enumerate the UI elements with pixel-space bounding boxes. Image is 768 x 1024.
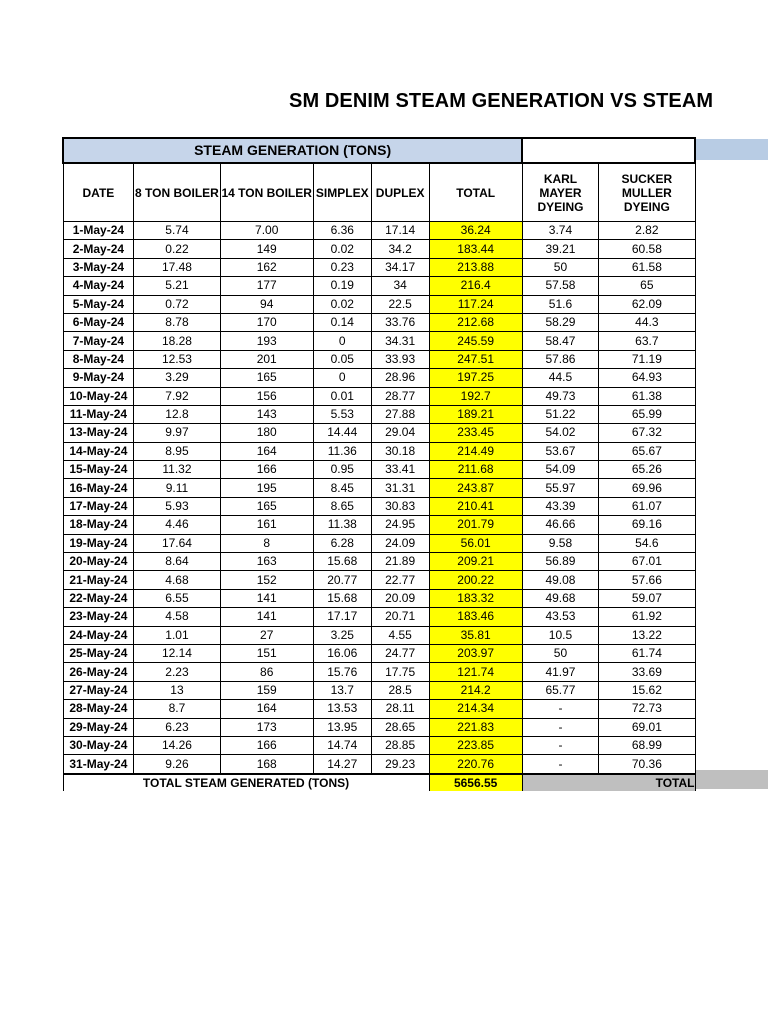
value-cell[interactable]: 163 (220, 553, 313, 571)
value-cell[interactable]: 0.95 (313, 461, 371, 479)
value-cell[interactable]: 245.59 (429, 332, 522, 350)
value-cell[interactable]: 180 (220, 424, 313, 442)
column-header-6[interactable]: KARL MAYER DYEING (522, 163, 598, 222)
date-cell[interactable]: 19-May-24 (63, 534, 134, 552)
value-cell[interactable]: 209.21 (429, 553, 522, 571)
value-cell[interactable]: 143 (220, 405, 313, 423)
value-cell[interactable]: 4.55 (371, 626, 429, 644)
value-cell[interactable]: 213.88 (429, 258, 522, 276)
value-cell[interactable]: 35.81 (429, 626, 522, 644)
value-cell[interactable]: 20.09 (371, 589, 429, 607)
value-cell[interactable]: 36.24 (429, 222, 522, 240)
spreadsheet-viewport (62, 137, 696, 791)
value-cell[interactable]: 86 (220, 663, 313, 681)
table-row (63, 240, 695, 258)
value-cell[interactable]: 33.69 (599, 663, 695, 681)
value-cell[interactable]: 61.74 (599, 644, 695, 662)
value-cell[interactable]: 21.89 (371, 553, 429, 571)
value-cell[interactable]: 165 (220, 497, 313, 515)
column-header-3[interactable]: SIMPLEX (313, 163, 371, 222)
table-row (63, 626, 695, 644)
value-cell[interactable]: 44.3 (599, 313, 695, 331)
value-cell[interactable]: 149 (220, 240, 313, 258)
value-cell[interactable]: 20.77 (313, 571, 371, 589)
value-cell[interactable]: 14.27 (313, 755, 371, 774)
value-cell[interactable]: 61.07 (599, 497, 695, 515)
date-cell[interactable]: 7-May-24 (63, 332, 134, 350)
value-cell[interactable]: 13.22 (599, 626, 695, 644)
table-row (63, 277, 695, 295)
value-cell[interactable]: 0.02 (313, 240, 371, 258)
value-cell[interactable]: 151 (220, 644, 313, 662)
value-cell[interactable]: - (522, 700, 598, 718)
column-header-4[interactable]: DUPLEX (371, 163, 429, 222)
value-cell[interactable]: 28.11 (371, 700, 429, 718)
value-cell[interactable]: 183.44 (429, 240, 522, 258)
value-cell[interactable]: 192.7 (429, 387, 522, 405)
value-cell[interactable]: 168 (220, 755, 313, 774)
table-row (63, 755, 695, 774)
table-row (63, 644, 695, 662)
value-cell[interactable]: 43.39 (522, 497, 598, 515)
value-cell[interactable]: 28.77 (371, 387, 429, 405)
date-cell[interactable]: 27-May-24 (63, 681, 134, 699)
value-cell[interactable]: 0.14 (313, 313, 371, 331)
value-cell[interactable]: 41.97 (522, 663, 598, 681)
table-row (63, 424, 695, 442)
value-cell[interactable]: 166 (220, 736, 313, 754)
value-cell[interactable]: 5.21 (134, 277, 220, 295)
value-cell[interactable]: 18.28 (134, 332, 220, 350)
value-cell[interactable]: 29.04 (371, 424, 429, 442)
value-cell[interactable]: 200.22 (429, 571, 522, 589)
value-cell[interactable]: 22.77 (371, 571, 429, 589)
table-row (63, 405, 695, 423)
value-cell[interactable]: 0.72 (134, 295, 220, 313)
value-cell[interactable]: 69.16 (599, 516, 695, 534)
value-cell[interactable]: 62.09 (599, 295, 695, 313)
value-cell[interactable]: 8.7 (134, 700, 220, 718)
value-cell[interactable]: 31.31 (371, 479, 429, 497)
value-cell[interactable]: 49.08 (522, 571, 598, 589)
value-cell[interactable]: 13.7 (313, 681, 371, 699)
value-cell[interactable]: 39.21 (522, 240, 598, 258)
value-cell[interactable]: 0 (313, 369, 371, 387)
value-cell[interactable]: 13 (134, 681, 220, 699)
table-row (63, 222, 695, 240)
value-cell[interactable]: 69.01 (599, 718, 695, 736)
value-cell[interactable]: 203.97 (429, 644, 522, 662)
column-header-row (63, 163, 695, 222)
value-cell[interactable]: 166 (220, 461, 313, 479)
value-cell[interactable]: 201 (220, 350, 313, 368)
value-cell[interactable]: 27 (220, 626, 313, 644)
value-cell[interactable]: 65.26 (599, 461, 695, 479)
table-row (63, 681, 695, 699)
value-cell[interactable]: 14.44 (313, 424, 371, 442)
value-cell[interactable]: 34.2 (371, 240, 429, 258)
table-row (63, 461, 695, 479)
value-cell[interactable]: 63.7 (599, 332, 695, 350)
value-cell[interactable]: 53.67 (522, 442, 598, 460)
date-cell[interactable]: 20-May-24 (63, 553, 134, 571)
value-cell[interactable]: 210.41 (429, 497, 522, 515)
section-header-right (522, 138, 695, 163)
date-cell[interactable]: 18-May-24 (63, 516, 134, 534)
value-cell[interactable]: 243.87 (429, 479, 522, 497)
value-cell[interactable]: 156 (220, 387, 313, 405)
value-cell[interactable]: 67.01 (599, 553, 695, 571)
value-cell[interactable]: 94 (220, 295, 313, 313)
value-cell[interactable]: 24.77 (371, 644, 429, 662)
value-cell[interactable]: 5.93 (134, 497, 220, 515)
value-cell[interactable]: 57.86 (522, 350, 598, 368)
value-cell[interactable]: 33.41 (371, 461, 429, 479)
value-cell[interactable]: 12.53 (134, 350, 220, 368)
table-row (63, 350, 695, 368)
date-cell[interactable]: 5-May-24 (63, 295, 134, 313)
value-cell[interactable]: 212.68 (429, 313, 522, 331)
value-cell[interactable]: 50 (522, 258, 598, 276)
value-cell[interactable]: 28.65 (371, 718, 429, 736)
value-cell[interactable]: 24.95 (371, 516, 429, 534)
value-cell[interactable]: 0.05 (313, 350, 371, 368)
value-cell[interactable]: 60.58 (599, 240, 695, 258)
value-cell[interactable]: 0.02 (313, 295, 371, 313)
value-cell[interactable]: 15.62 (599, 681, 695, 699)
value-cell[interactable]: 173 (220, 718, 313, 736)
value-cell[interactable]: 34.17 (371, 258, 429, 276)
table-row (63, 387, 695, 405)
total-right-label: TOTAL (522, 774, 695, 791)
value-cell[interactable]: 33.76 (371, 313, 429, 331)
value-cell[interactable]: 22.5 (371, 295, 429, 313)
value-cell[interactable]: 20.71 (371, 608, 429, 626)
table-row (63, 295, 695, 313)
date-cell[interactable]: 9-May-24 (63, 369, 134, 387)
table-row (63, 442, 695, 460)
value-cell[interactable]: 6.55 (134, 589, 220, 607)
value-cell[interactable]: 65.77 (522, 681, 598, 699)
date-cell[interactable]: 21-May-24 (63, 571, 134, 589)
steam-table (62, 137, 696, 791)
table-body (63, 222, 695, 774)
value-cell[interactable]: 5.53 (313, 405, 371, 423)
date-cell[interactable]: 26-May-24 (63, 663, 134, 681)
value-cell[interactable]: 183.32 (429, 589, 522, 607)
value-cell[interactable]: 28.85 (371, 736, 429, 754)
value-cell[interactable]: 7.92 (134, 387, 220, 405)
value-cell[interactable]: 64.93 (599, 369, 695, 387)
value-cell[interactable]: 117.24 (429, 295, 522, 313)
value-cell[interactable]: 28.5 (371, 681, 429, 699)
column-header-0[interactable]: DATE (63, 163, 134, 222)
value-cell[interactable]: 0.22 (134, 240, 220, 258)
value-cell[interactable]: 233.45 (429, 424, 522, 442)
date-cell[interactable]: 31-May-24 (63, 755, 134, 774)
table-row (63, 553, 695, 571)
value-cell[interactable]: 71.19 (599, 350, 695, 368)
footer-band-overflow (696, 770, 768, 789)
date-cell[interactable]: 17-May-24 (63, 497, 134, 515)
value-cell[interactable]: 14.26 (134, 736, 220, 754)
value-cell[interactable]: 29.23 (371, 755, 429, 774)
value-cell[interactable]: 141 (220, 608, 313, 626)
value-cell[interactable]: 56.01 (429, 534, 522, 552)
value-cell[interactable]: 17.14 (371, 222, 429, 240)
total-value[interactable]: 5656.55 (429, 774, 522, 791)
value-cell[interactable]: 15.76 (313, 663, 371, 681)
table-row (63, 258, 695, 276)
value-cell[interactable]: 0.19 (313, 277, 371, 295)
date-cell[interactable]: 28-May-24 (63, 700, 134, 718)
table-row (63, 736, 695, 754)
value-cell[interactable]: 220.76 (429, 755, 522, 774)
value-cell[interactable]: 8.65 (313, 497, 371, 515)
table-row (63, 534, 695, 552)
table-row (63, 608, 695, 626)
table-row (63, 718, 695, 736)
value-cell[interactable]: 61.92 (599, 608, 695, 626)
value-cell[interactable]: 5.74 (134, 222, 220, 240)
value-cell[interactable]: 27.88 (371, 405, 429, 423)
value-cell[interactable]: 54.09 (522, 461, 598, 479)
value-cell[interactable]: 0.23 (313, 258, 371, 276)
value-cell[interactable]: 17.64 (134, 534, 220, 552)
value-cell[interactable]: 4.58 (134, 608, 220, 626)
value-cell[interactable]: 56.89 (522, 553, 598, 571)
value-cell[interactable]: 30.18 (371, 442, 429, 460)
value-cell[interactable]: 12.14 (134, 644, 220, 662)
value-cell[interactable]: 183.46 (429, 608, 522, 626)
column-header-1[interactable]: 8 TON BOILER (134, 163, 220, 222)
date-cell[interactable]: 6-May-24 (63, 313, 134, 331)
table-row (63, 571, 695, 589)
column-header-2[interactable]: 14 TON BOILER (220, 163, 313, 222)
table-row (63, 369, 695, 387)
value-cell[interactable]: 46.66 (522, 516, 598, 534)
table-row (63, 313, 695, 331)
value-cell[interactable]: 177 (220, 277, 313, 295)
value-cell[interactable]: 11.32 (134, 461, 220, 479)
value-cell[interactable]: 8.64 (134, 553, 220, 571)
date-cell[interactable]: 14-May-24 (63, 442, 134, 460)
value-cell[interactable]: 33.93 (371, 350, 429, 368)
value-cell[interactable]: 70.36 (599, 755, 695, 774)
value-cell[interactable]: 7.00 (220, 222, 313, 240)
value-cell[interactable]: 197.25 (429, 369, 522, 387)
section-header: STEAM GENERATION (TONS) (63, 138, 522, 163)
value-cell[interactable]: 8.95 (134, 442, 220, 460)
value-cell[interactable]: 13.95 (313, 718, 371, 736)
value-cell[interactable]: 49.73 (522, 387, 598, 405)
value-cell[interactable]: - (522, 755, 598, 774)
value-cell[interactable]: 14.74 (313, 736, 371, 754)
value-cell[interactable]: 17.17 (313, 608, 371, 626)
date-cell[interactable]: 22-May-24 (63, 589, 134, 607)
value-cell[interactable]: 159 (220, 681, 313, 699)
date-cell[interactable]: 4-May-24 (63, 277, 134, 295)
date-cell[interactable]: 24-May-24 (63, 626, 134, 644)
value-cell[interactable]: 57.58 (522, 277, 598, 295)
value-cell[interactable]: 61.38 (599, 387, 695, 405)
date-cell[interactable]: 13-May-24 (63, 424, 134, 442)
value-cell[interactable]: 24.09 (371, 534, 429, 552)
value-cell[interactable]: 65 (599, 277, 695, 295)
date-cell[interactable]: 23-May-24 (63, 608, 134, 626)
date-cell[interactable]: 10-May-24 (63, 387, 134, 405)
value-cell[interactable]: 1.01 (134, 626, 220, 644)
date-cell[interactable]: 15-May-24 (63, 461, 134, 479)
value-cell[interactable]: 13.53 (313, 700, 371, 718)
value-cell[interactable]: 6.36 (313, 222, 371, 240)
value-cell[interactable]: 49.68 (522, 589, 598, 607)
value-cell[interactable]: 0 (313, 332, 371, 350)
value-cell[interactable]: 9.58 (522, 534, 598, 552)
value-cell[interactable]: 8 (220, 534, 313, 552)
value-cell[interactable]: 34.31 (371, 332, 429, 350)
value-cell[interactable]: 2.23 (134, 663, 220, 681)
value-cell[interactable]: 6.23 (134, 718, 220, 736)
value-cell[interactable]: 58.29 (522, 313, 598, 331)
date-cell[interactable]: 16-May-24 (63, 479, 134, 497)
value-cell[interactable]: 0.01 (313, 387, 371, 405)
value-cell[interactable]: 165 (220, 369, 313, 387)
date-cell[interactable]: 1-May-24 (63, 222, 134, 240)
value-cell[interactable]: 68.99 (599, 736, 695, 754)
table-row (63, 497, 695, 515)
header-band-overflow (696, 139, 768, 160)
value-cell[interactable]: 211.68 (429, 461, 522, 479)
date-cell[interactable]: 8-May-24 (63, 350, 134, 368)
value-cell[interactable]: 10.5 (522, 626, 598, 644)
value-cell[interactable]: 43.53 (522, 608, 598, 626)
value-cell[interactable]: 9.26 (134, 755, 220, 774)
value-cell[interactable]: 72.73 (599, 700, 695, 718)
date-cell[interactable]: 3-May-24 (63, 258, 134, 276)
value-cell[interactable]: 34 (371, 277, 429, 295)
value-cell[interactable]: 152 (220, 571, 313, 589)
value-cell[interactable]: 28.96 (371, 369, 429, 387)
value-cell[interactable]: 59.07 (599, 589, 695, 607)
value-cell[interactable]: 4.68 (134, 571, 220, 589)
value-cell[interactable]: 54.6 (599, 534, 695, 552)
date-cell[interactable]: 11-May-24 (63, 405, 134, 423)
value-cell[interactable]: 58.47 (522, 332, 598, 350)
value-cell[interactable]: 193 (220, 332, 313, 350)
value-cell[interactable]: 65.99 (599, 405, 695, 423)
value-cell[interactable]: 30.83 (371, 497, 429, 515)
value-cell[interactable]: 51.6 (522, 295, 598, 313)
value-cell[interactable]: 214.2 (429, 681, 522, 699)
table-row (63, 516, 695, 534)
value-cell[interactable]: 164 (220, 442, 313, 460)
value-cell[interactable]: 50 (522, 644, 598, 662)
value-cell[interactable]: 162 (220, 258, 313, 276)
value-cell[interactable]: 4.46 (134, 516, 220, 534)
value-cell[interactable]: 214.49 (429, 442, 522, 460)
value-cell[interactable]: 3.29 (134, 369, 220, 387)
date-cell[interactable]: 29-May-24 (63, 718, 134, 736)
value-cell[interactable]: 170 (220, 313, 313, 331)
date-cell[interactable]: 2-May-24 (63, 240, 134, 258)
value-cell[interactable]: 55.97 (522, 479, 598, 497)
total-row (63, 774, 695, 791)
value-cell[interactable]: 44.5 (522, 369, 598, 387)
value-cell[interactable]: 3.74 (522, 222, 598, 240)
date-cell[interactable]: 25-May-24 (63, 644, 134, 662)
table-row (63, 700, 695, 718)
page-title: SM DENIM STEAM GENERATION VS STEAM (289, 90, 714, 112)
value-cell[interactable]: 164 (220, 700, 313, 718)
date-cell[interactable]: 30-May-24 (63, 736, 134, 754)
value-cell[interactable]: 201.79 (429, 516, 522, 534)
value-cell[interactable]: 141 (220, 589, 313, 607)
value-cell[interactable]: 57.66 (599, 571, 695, 589)
value-cell[interactable]: - (522, 718, 598, 736)
value-cell[interactable]: 2.82 (599, 222, 695, 240)
value-cell[interactable]: 9.11 (134, 479, 220, 497)
total-label: TOTAL STEAM GENERATED (TONS) (63, 774, 429, 791)
table-row (63, 589, 695, 607)
value-cell[interactable]: 16.06 (313, 644, 371, 662)
value-cell[interactable]: 17.75 (371, 663, 429, 681)
value-cell[interactable]: 221.83 (429, 718, 522, 736)
value-cell[interactable]: 54.02 (522, 424, 598, 442)
value-cell[interactable]: 223.85 (429, 736, 522, 754)
value-cell[interactable]: 216.4 (429, 277, 522, 295)
value-cell[interactable]: 61.58 (599, 258, 695, 276)
value-cell[interactable]: 11.36 (313, 442, 371, 460)
value-cell[interactable]: 15.68 (313, 589, 371, 607)
value-cell[interactable]: 15.68 (313, 553, 371, 571)
value-cell[interactable]: 121.74 (429, 663, 522, 681)
value-cell[interactable]: 8.78 (134, 313, 220, 331)
value-cell[interactable]: 195 (220, 479, 313, 497)
value-cell[interactable]: 51.22 (522, 405, 598, 423)
value-cell[interactable]: 69.96 (599, 479, 695, 497)
value-cell[interactable]: - (522, 736, 598, 754)
value-cell[interactable]: 214.34 (429, 700, 522, 718)
value-cell[interactable]: 11.38 (313, 516, 371, 534)
value-cell[interactable]: 65.67 (599, 442, 695, 460)
value-cell[interactable]: 3.25 (313, 626, 371, 644)
value-cell[interactable]: 247.51 (429, 350, 522, 368)
table-row (63, 332, 695, 350)
value-cell[interactable]: 6.28 (313, 534, 371, 552)
value-cell[interactable]: 9.97 (134, 424, 220, 442)
value-cell[interactable]: 12.8 (134, 405, 220, 423)
column-header-7[interactable]: SUCKER MULLER DYEING (599, 163, 695, 222)
value-cell[interactable]: 189.21 (429, 405, 522, 423)
table-row (63, 479, 695, 497)
value-cell[interactable]: 8.45 (313, 479, 371, 497)
table-row (63, 663, 695, 681)
column-header-5[interactable]: TOTAL (429, 163, 522, 222)
value-cell[interactable]: 67.32 (599, 424, 695, 442)
value-cell[interactable]: 17.48 (134, 258, 220, 276)
value-cell[interactable]: 161 (220, 516, 313, 534)
